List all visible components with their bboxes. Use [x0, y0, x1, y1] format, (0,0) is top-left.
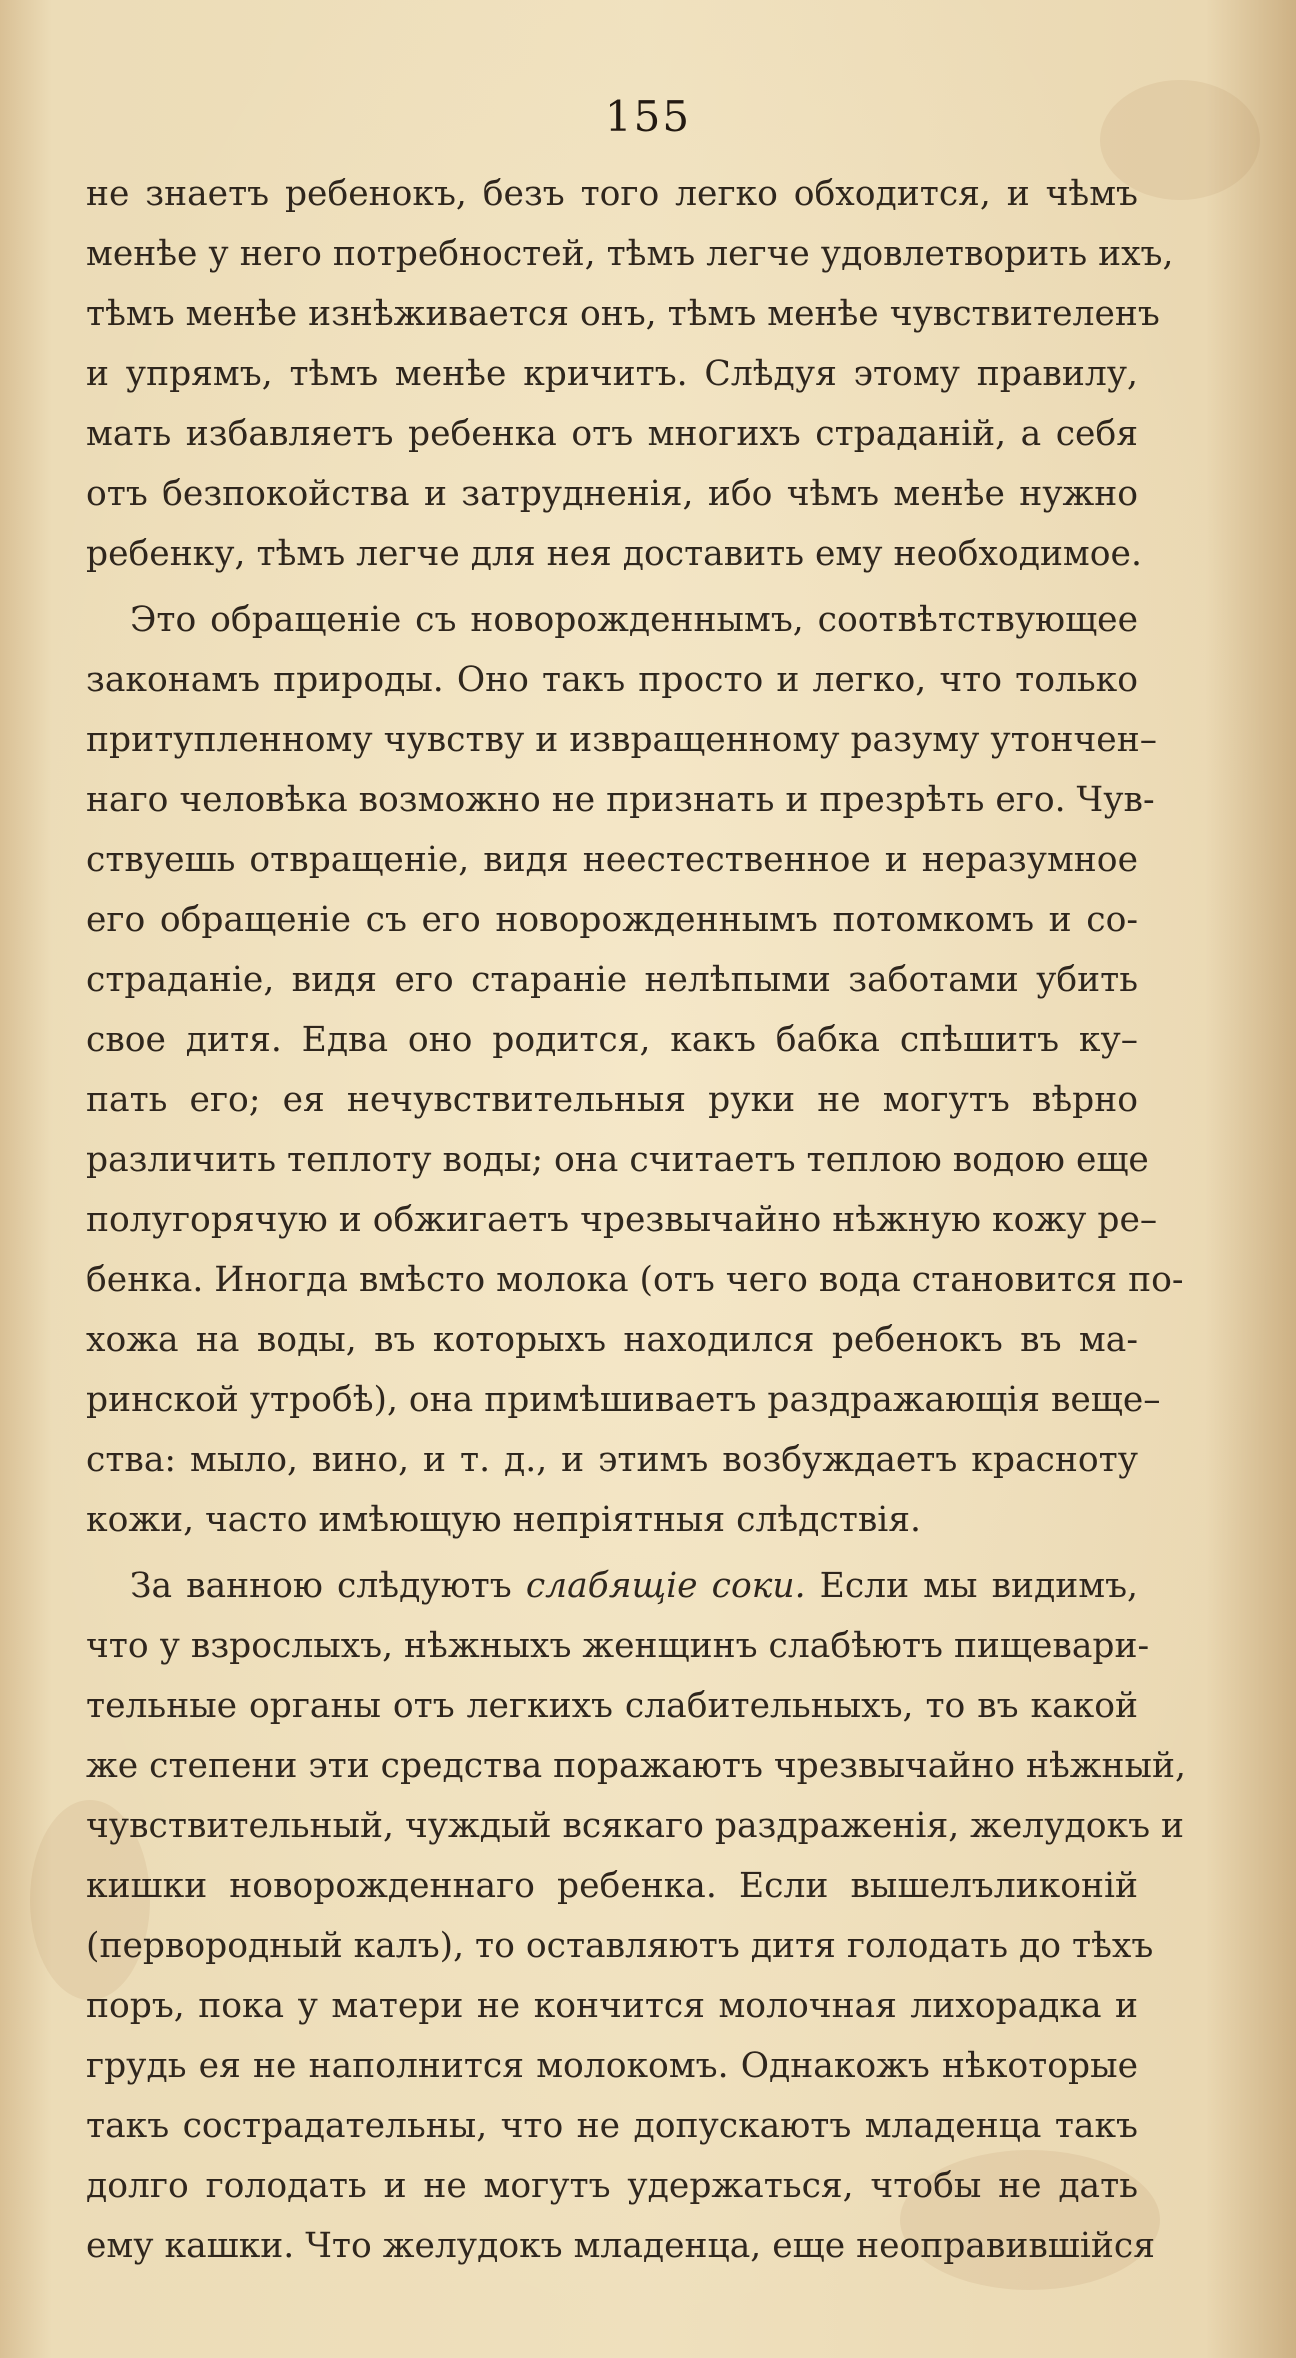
text-line: (первородный калъ), то оставляютъ дитя голодать до тѣхъ — [86, 1926, 1154, 1966]
text-line: пать его; ея нечувствительныя руки не могутъ вѣрно — [86, 1080, 1138, 1120]
italic-emphasis: слабящіе соки. — [525, 1566, 806, 1606]
text-line: тѣмъ менѣе изнѣживается онъ, тѣмъ менѣе чувствителенъ — [86, 294, 1160, 334]
text-line: не знаетъ ребенокъ, безъ того легко обходится, и чѣмъ — [86, 174, 1138, 214]
text-line: притупленному чувству и извращенному разуму утончен– — [86, 720, 1157, 760]
text-line: Это обращеніе съ новорожденнымъ, соотвѣтствующее — [130, 600, 1138, 640]
text-run: За ванною слѣдуютъ — [130, 1566, 526, 1606]
text-line: ребенку, тѣмъ легче для нея доставить ему необходимое. — [86, 534, 1142, 574]
text-line: поръ, пока у матери не кончится молочная лихорадка и — [86, 1986, 1138, 2026]
text-line: страданіе, видя его стараніе нелѣпыми заботами убить — [86, 960, 1138, 1000]
text-line: менѣе у него потребностей, тѣмъ легче удовлетворить ихъ, — [86, 234, 1174, 274]
text-line: такъ сострадательны, что не допускаютъ младенца такъ — [86, 2106, 1138, 2146]
page-number: 155 — [604, 92, 692, 141]
paragraph-3 — [86, 1556, 1186, 2276]
text-line — [86, 1556, 1138, 1616]
text-line: чувствительный, чуждый всякаго раздраженія, желудокъ и — [86, 1806, 1185, 1846]
text-line: и упрямъ, тѣмъ менѣе кричитъ. Слѣдуя этому правилу, — [86, 354, 1138, 394]
paragraph-2 — [86, 590, 1184, 1550]
text-line: бенка. Иногда вмѣсто молока (отъ чего вода становится по- — [86, 1260, 1184, 1300]
text-line: что у взрослыхъ, нѣжныхъ женщинъ слабѣютъ пищевари- — [86, 1626, 1150, 1666]
text-line: же степени эти средства поражаютъ чрезвычайно нѣжный, — [86, 1746, 1186, 1786]
text-line: тельные органы отъ легкихъ слабительныхъ, то въ какой — [86, 1686, 1138, 1726]
text-run: Если мы видимъ, — [805, 1566, 1138, 1606]
text-line: ему кашки. Что желудокъ младенца, еще неоправившійся — [86, 2226, 1155, 2266]
text-line: полугорячую и обжигаетъ чрезвычайно нѣжную кожу ре– — [86, 1200, 1158, 1240]
text-line: законамъ природы. Оно такъ просто и легко, что только — [86, 660, 1138, 700]
text-line: ства: мыло, вино, и т. д., и этимъ возбуждаетъ красноту — [86, 1440, 1138, 1480]
text-line: ствуешь отвращеніе, видя неестественное и неразумное — [86, 840, 1138, 880]
text-line: наго человѣка возможно не признать и презрѣть его. Чув- — [86, 780, 1155, 820]
text-line: мать избавляетъ ребенка отъ многихъ страданій, а себя — [86, 414, 1138, 454]
text-line: долго голодать и не могутъ удержаться, чтобы не дать — [86, 2166, 1138, 2206]
text-line: кожи, часто имѣющую непріятныя слѣдствія. — [86, 1500, 922, 1540]
text-line: хожа на воды, въ которыхъ находился ребенокъ въ ма- — [86, 1320, 1138, 1360]
text-line: его обращеніе съ его новорожденнымъ потомкомъ и со- — [86, 900, 1138, 940]
body-text — [86, 164, 1186, 2276]
paragraph-1 — [86, 164, 1174, 584]
text-line: отъ безпокойства и затрудненія, ибо чѣмъ менѣе нужно — [86, 474, 1138, 514]
text-line: кишки новорожденнаго ребенка. Если вышелъликоній — [86, 1866, 1138, 1906]
text-line: свое дитя. Едва оно родится, какъ бабка спѣшитъ ку– — [86, 1020, 1138, 1060]
text-line: ринской утробѣ), она примѣшиваетъ раздражающія веще– — [86, 1380, 1161, 1420]
text-line: различить теплоту воды; она считаетъ теплою водою еще — [86, 1140, 1149, 1180]
text-line: грудь ея не наполнится молокомъ. Однакожъ нѣкоторые — [86, 2046, 1138, 2086]
